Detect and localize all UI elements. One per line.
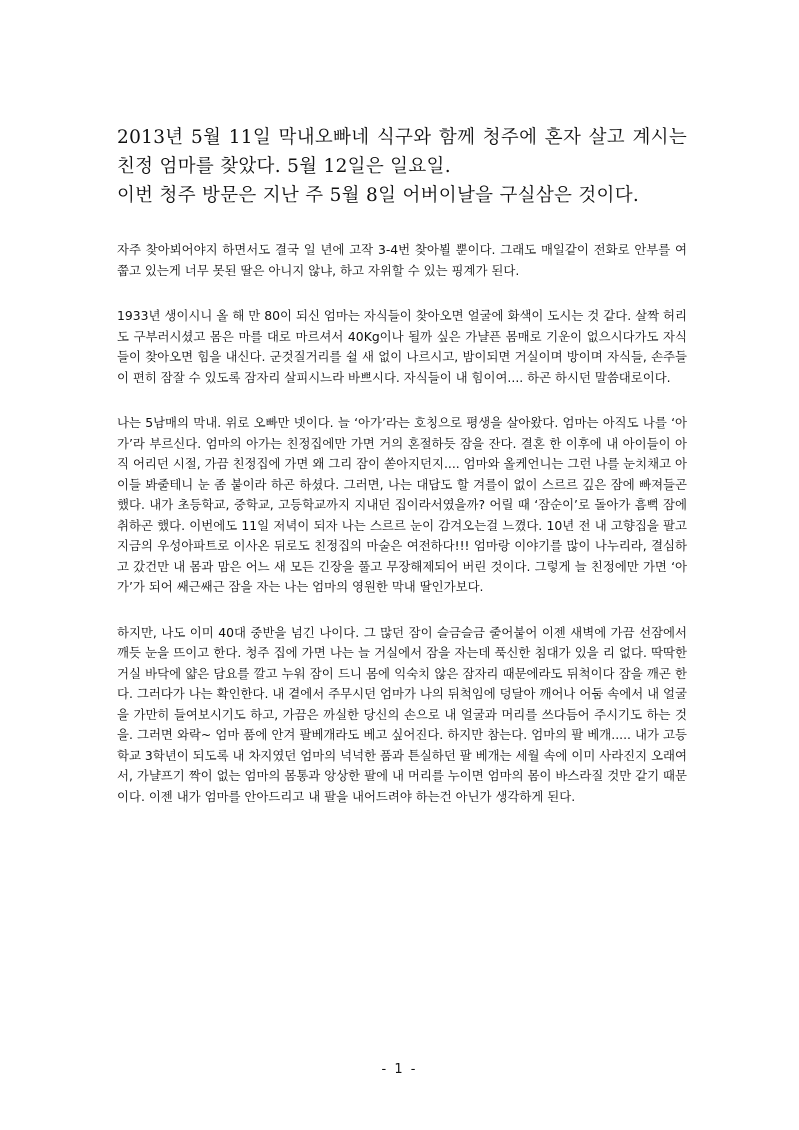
- title-line: 2013년 5월 11일 막내오빠네 식구와 함께 청주에 혼자 살고 계시는 친정 엄마를 찾았다. 5월 12일은 일요일.: [117, 127, 687, 177]
- paragraph: 나는 5남매의 막내. 위로 오빠만 넷이다. 늘 ‘아가’라는 호칭으로 평생을 살아왔다. 엄마는 아직도 나를 ‘아가’라 부르신다. 엄마의 아가는 친정집에만 가면 거의 혼절하듯 잠을 잔다. 결혼 한 이후에 내 아이들이 아직 어리던 시절, 가끔 친정집에 가면 왜 그리 잠이 쏟아지던지.... 엄마와 올케언니는 그런 나를 눈치채고 아이들 봐줄테니 눈 좀 붙이라 하곤 하셨다. 그러면, 나는 대답도 할 겨를이 없이 스르르 깊은 잠에 빠져들곤 했다. 내가 초등학교, 중학교, 고등학교까지 지내던 집이라서였을까? 어릴 때 ‘잠순이’로 돌아가 흠뻑 잠에 취하곤 했다. 이번에도 11일 저녁이 되자 나는 스르르 눈이 감겨오는걸 느꼈다. 10년 전 내 고향집을 팔고 지금의 우성아파트로 이사온 뒤로도 친정집의 마술은 여전하다!!! 엄마랑 이야기를 많이 나누리라, 결심하고 갔건만 내 몸과 맘은 어느 새 모든 긴장을 풀고 무장해제되어 버린 것이다. 그렇게 늘 친정에만 가면 ‘아가’가 되어 쌔근쌔근 잠을 자는 나는 엄마의 영원한 막내 딸인가보다.: [117, 415, 687, 594]
- paragraph: 1933년 생이시니 올 해 만 80이 되신 엄마는 자식들이 찾아오면 얼굴에 화색이 도시는 것 같다. 살짝 허리도 구부러시셨고 몸은 마를 대로 마르셔서 40Kg이나 될까 싶은 가냘픈 몸매로 기운이 없으시다가도 자식들이 찾아오면 힘을 내신다. 군것질거리를 쉴 새 없이 나르시고, 밤이되면 거실이며 방이며 자식들, 손주들이 편히 잠잘 수 있도록 잠자리 살피시느라 바쁘시다. 자식들이 내 힘이여.... 하곤 하시던 말씀대로이다.: [117, 308, 687, 385]
- title-block: [117, 123, 687, 210]
- body-text: [117, 240, 687, 832]
- title-line: 이번 청주 방문은 지난 주 5월 8일 어버이날을 구실삼은 것이다.: [117, 185, 640, 206]
- paragraph: 하지만, 나도 이미 40대 중반을 넘긴 나이다. 그 많던 잠이 슬금슬금 줄어붙어 이젠 새벽에 가끔 선잠에서 깨듯 눈을 뜨이고 한다. 청주 집에 가면 나는 늘 거실에서 잠을 자는데 푹신한 침대가 있을 리 없다. 딱딱한 거실 바닥에 얇은 담요를 깔고 누워 잠이 드니 몸에 익숙치 않은 잠자리 때문에라도 뒤척이다 잠을 깨곤 한다. 그러다가 나는 확인한다. 내 곁에서 주무시던 엄마가 나의 뒤척임에 덩달아 깨어나 어둠 속에서 내 얼굴을 가만히 들여보시기도 하고, 가끔은 까실한 당신의 손으로 내 얼굴과 머리를 쓰다듬어 주시기도 하는 것을. 그러면 와락~ 엄마 품에 안겨 팔베개라도 베고 싶어진다. 하지만 참는다. 엄마의 팔 베개..... 내가 고등학교 3학년이 되도록 내 차지였던 엄마의 넉넉한 품과 튼실하던 팔 베개는 세월 속에 이미 사라진지 오래여서, 가냘프기 짝이 없는 엄마의 몸통과 앙상한 팔에 내 머리를 누이면 엄마의 몸이 바스라질 것만 같기 때문이다. 이젠 내가 엄마를 안아드리고 내 팔을 내어드려야 하는건 아닌가 생각하게 된다.: [117, 624, 687, 804]
- paragraph: 자주 찾아뵈어야지 하면서도 결국 일 년에 고작 3-4번 찾아뵐 뿐이다. 그래도 매일같이 전화로 안부를 여쭙고 있는게 너무 못된 딸은 아니지 않냐, 하고 자위할 수 있는 핑계가 된다.: [117, 242, 687, 278]
- page-number: - 1 -: [381, 1062, 418, 1077]
